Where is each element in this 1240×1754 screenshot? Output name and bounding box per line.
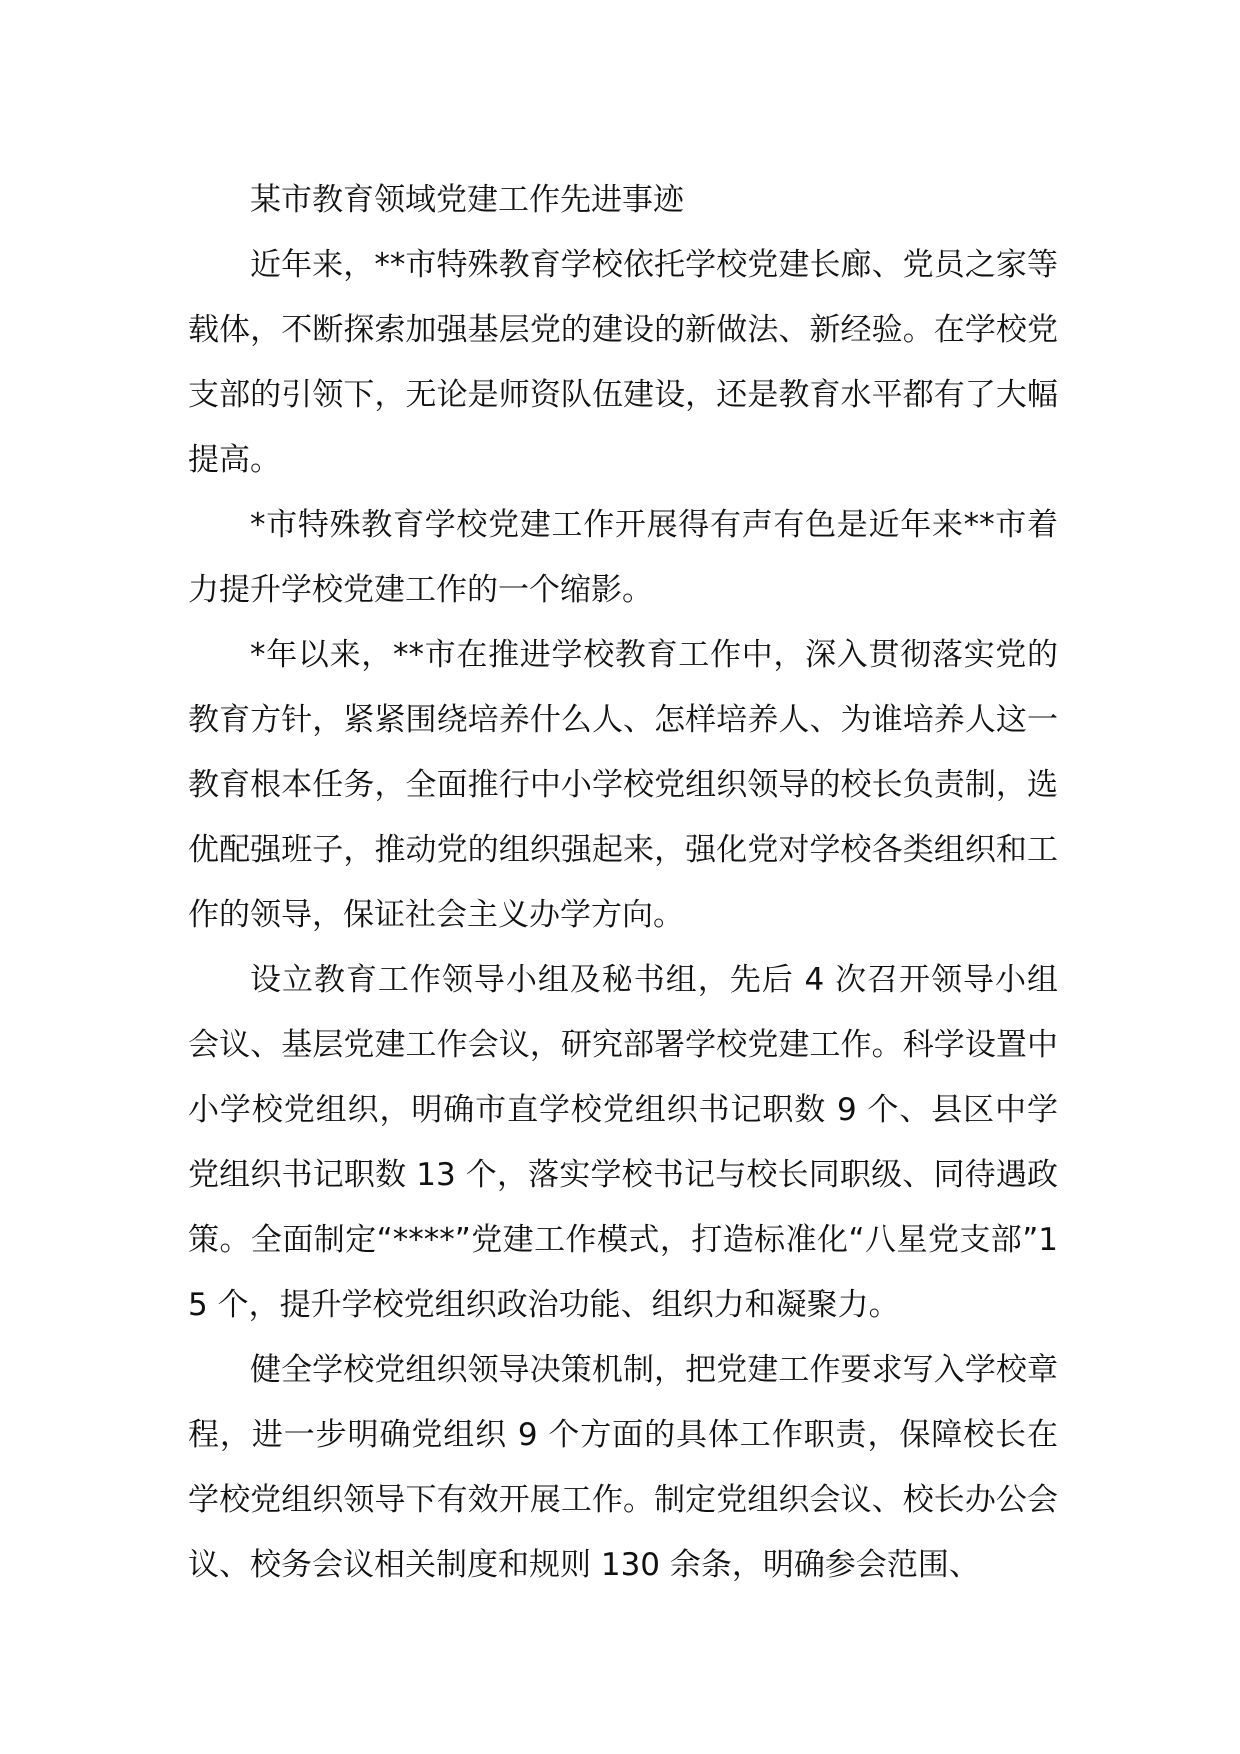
paragraph-5: 健全学校党组织领导决策机制，把党建工作要求写入学校章程，进一步明确党组织 9 个方面的具体工作职责，保障校长在学校党组织领导下有效开展工作。制定党组织会议、校长办公会议、校务会议相关制度和规则 130 余条，明确参会范围、 xyxy=(188,1352,1058,1583)
document-title: 某市教育领域党建工作先进事迹 xyxy=(250,182,684,218)
paragraph-4: 设立教育工作领导小组及秘书组，先后 4 次召开领导小组会议、基层党建工作会议，研究部署学校党建工作。科学设置中小学校党组织，明确市直学校党组织书记职数 9 个、县区中学党组织书记职数 13 个，落实学校书记与校长同职级、同待遇政策。全面制定“****”党建工作模式，打造标准化“八星党支部”15 个，提升学校党组织政治功能、组织力和凝聚力。 xyxy=(188,962,1058,1323)
document-body xyxy=(188,168,1058,1598)
paragraph-2: *市特殊教育学校党建工作开展得有声有色是近年来**市着力提升学校党建工作的一个缩影。 xyxy=(188,507,1058,608)
paragraph-1: 近年来，**市特殊教育学校依托学校党建长廊、党员之家等载体，不断探索加强基层党的建设的新做法、新经验。在学校党支部的引领下，无论是师资队伍建设，还是教育水平都有了大幅提高。 xyxy=(188,247,1058,478)
paragraph-3: *年以来，**市在推进学校教育工作中，深入贯彻落实党的教育方针，紧紧围绕培养什么人、怎样培养人、为谁培养人这一教育根本任务，全面推行中小学校党组织领导的校长负责制，选优配强班子，推动党的组织强起来，强化党对学校各类组织和工作的领导，保证社会主义办学方向。 xyxy=(188,637,1058,933)
